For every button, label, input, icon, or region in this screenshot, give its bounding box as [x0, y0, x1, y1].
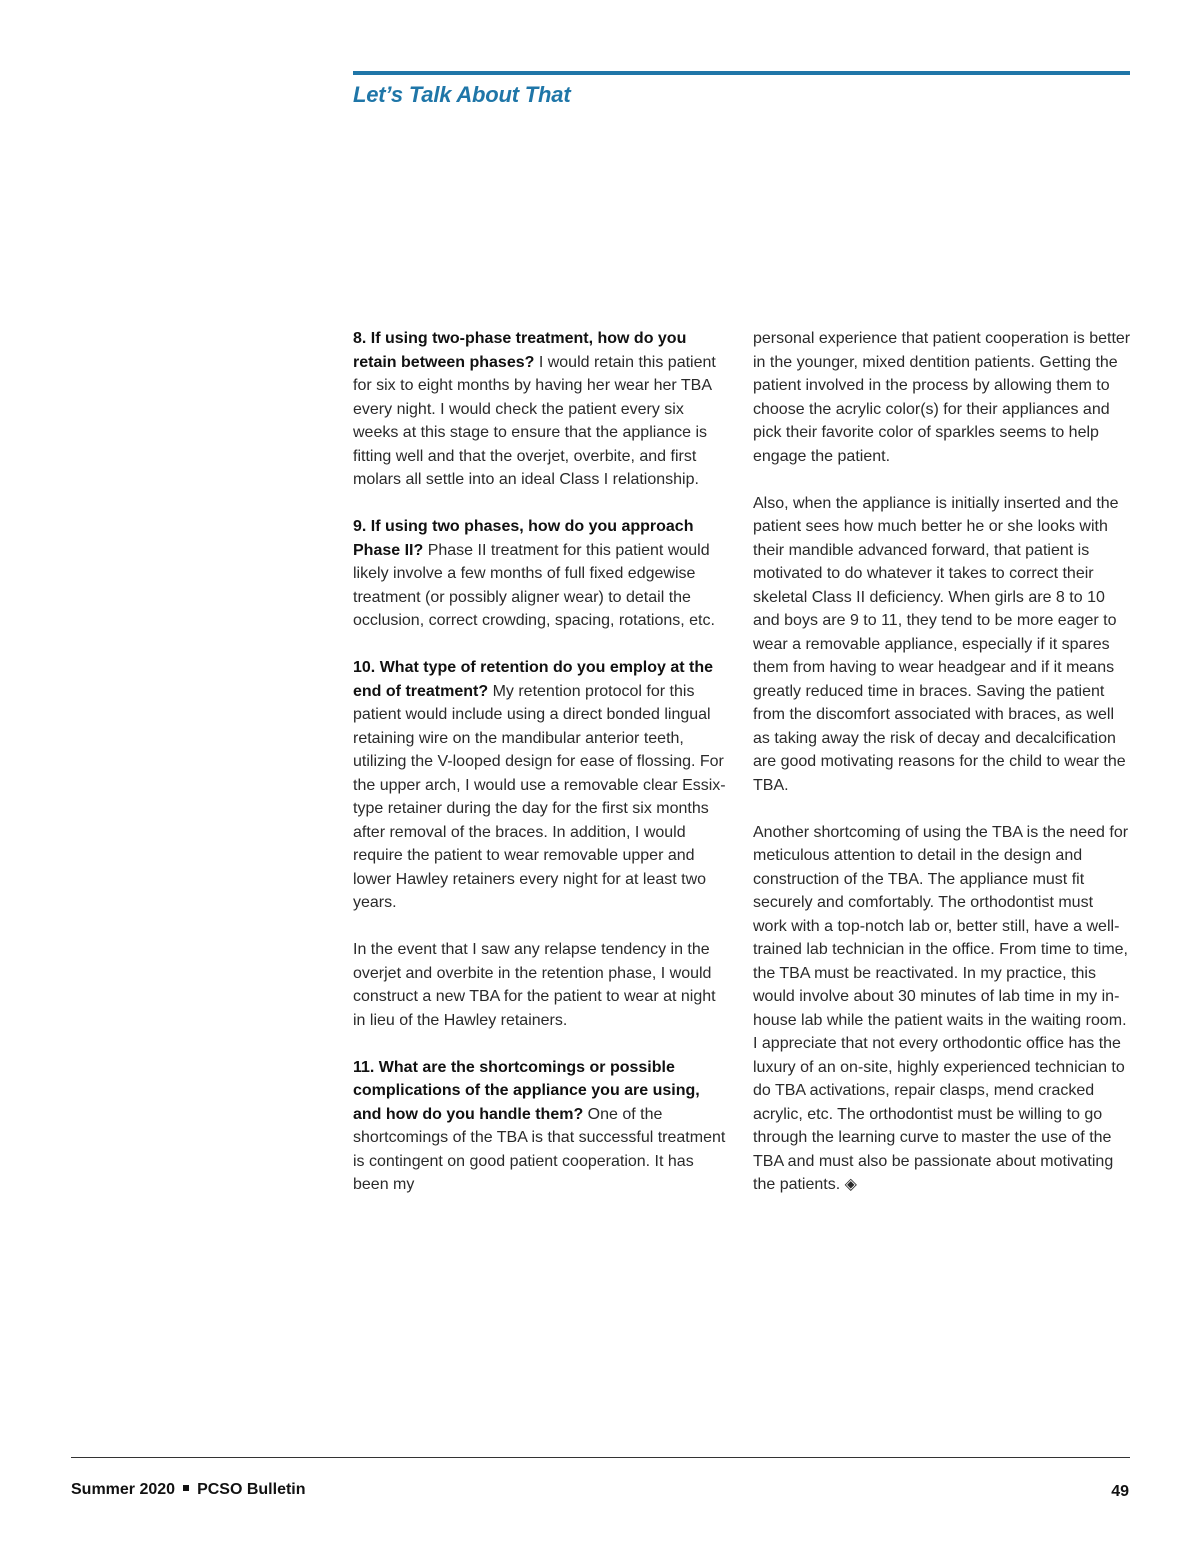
question-8-heading: 8. If using two-phase treatment, how do you retain between phases? — [353, 330, 687, 371]
question-11 — [353, 1056, 731, 1197]
end-mark-icon: ◈ — [840, 1176, 857, 1193]
question-8-answer: I would retain this patient for six to eight months by having her wear her TBA every night. I would check the patient every six weeks at this stage to ensure that the appliance is fitting well and that the overjet, overbite, and first molars all settle into an ideal Class I relationship. — [353, 353, 716, 488]
question-10 — [353, 656, 731, 915]
question-8 — [353, 327, 731, 492]
footer-publication-name: PCSO Bulletin — [197, 1481, 306, 1498]
question-11-answer: One of the shortcomings of the TBA is that successful treatment is contingent on good patient cooperation. It has been my — [353, 1105, 726, 1193]
question-10-heading: 10. What type of retention do you employ at the end of treatment? — [353, 659, 714, 700]
section-title: Let’s Talk About That — [353, 82, 571, 107]
relapse-paragraph: In the event that I saw any relapse tendency in the overjet and overbite in the retention phase, I would construct a new TBA for the patient to wear at night in lieu of the Hawley retainers. — [353, 941, 716, 1029]
paragraph-cooperation: personal experience that patient cooperation is better in the younger, mixed dentition patients. Getting the patient involved in the process by allowing them to choose the acrylic color(s) for their appliances and pick their favorite color of sparkles seems to help engage the patient. — [753, 330, 1131, 465]
paragraph-shortcomings-text: Another shortcoming of using the TBA is the need for meticulous attention to detail in the design and construction of the TBA. The appliance must fit securely and comfortably. The orthodontist must work with a top-notch lab or, better still, have a well-trained lab technician in the office. From time to time, the TBA must be reactivated. In my practice, this would involve about 30 minutes of lab time in my in-house lab while the patient waits in the waiting room. I appreciate that not every orthodontic office has the luxury of an on-site, highly experienced technician to do TBA activations, repair clasps, mend cracked acrylic, etc. The orthodontist must be willing to go through the learning curve to master the use of the TBA and must also be passionate about motivating the patients. — [753, 823, 1129, 1193]
question-11-heading: 11. What are the shortcomings or possible complications of the appliance you are using, and how do you handle them? — [353, 1058, 700, 1123]
footer-rule — [71, 1457, 1130, 1458]
paragraph-shortcomings — [753, 821, 1131, 1197]
question-10-answer: My retention protocol for this patient would include using a direct bonded lingual retaining wire on the mandibular anterior teeth, utilizing the V-looped design for ease of flossing. For the upper arch, I would use a removable clear Essix-type retainer during the day for the first six months after removal of the braces. In addition, I would require the patient to wear removable upper and lower Hawley retainers every night for at least two years. — [353, 682, 726, 911]
question-9-heading: 9. If using two phases, how do you approach Phase II? — [353, 518, 694, 559]
footer-issue: Summer 2020 — [71, 1481, 176, 1498]
article-column-left — [353, 327, 731, 1220]
footer-publication — [71, 1481, 306, 1499]
question-9 — [353, 515, 731, 633]
paragraph-motivation: Also, when the appliance is initially inserted and the patient sees how much better he or she looks with their mandible advanced forward, that patient is motivated to do whatever it takes to correct their skeletal Class II deficiency. When girls are 8 to 10 and boys are 9 to 11, they tend to be more eager to wear a removable appliance, especially if it spares them from having to wear headgear and if it means greatly reduced time in braces. Saving the patient from the discomfort associated with braces, as well as taking away the risk of decay and decalcification are good motivating reasons for the child to wear the TBA. — [753, 494, 1126, 794]
article-column-right — [753, 327, 1131, 1220]
square-bullet-icon — [183, 1485, 189, 1491]
question-9-answer: Phase II treatment for this patient would likely involve a few months of full fixed edgewise treatment (or possibly aligner wear) to detail the occlusion, correct crowding, spacing, rotations, etc. — [353, 541, 715, 629]
header-rule — [353, 71, 1130, 75]
page-number: 49 — [1111, 1483, 1129, 1500]
